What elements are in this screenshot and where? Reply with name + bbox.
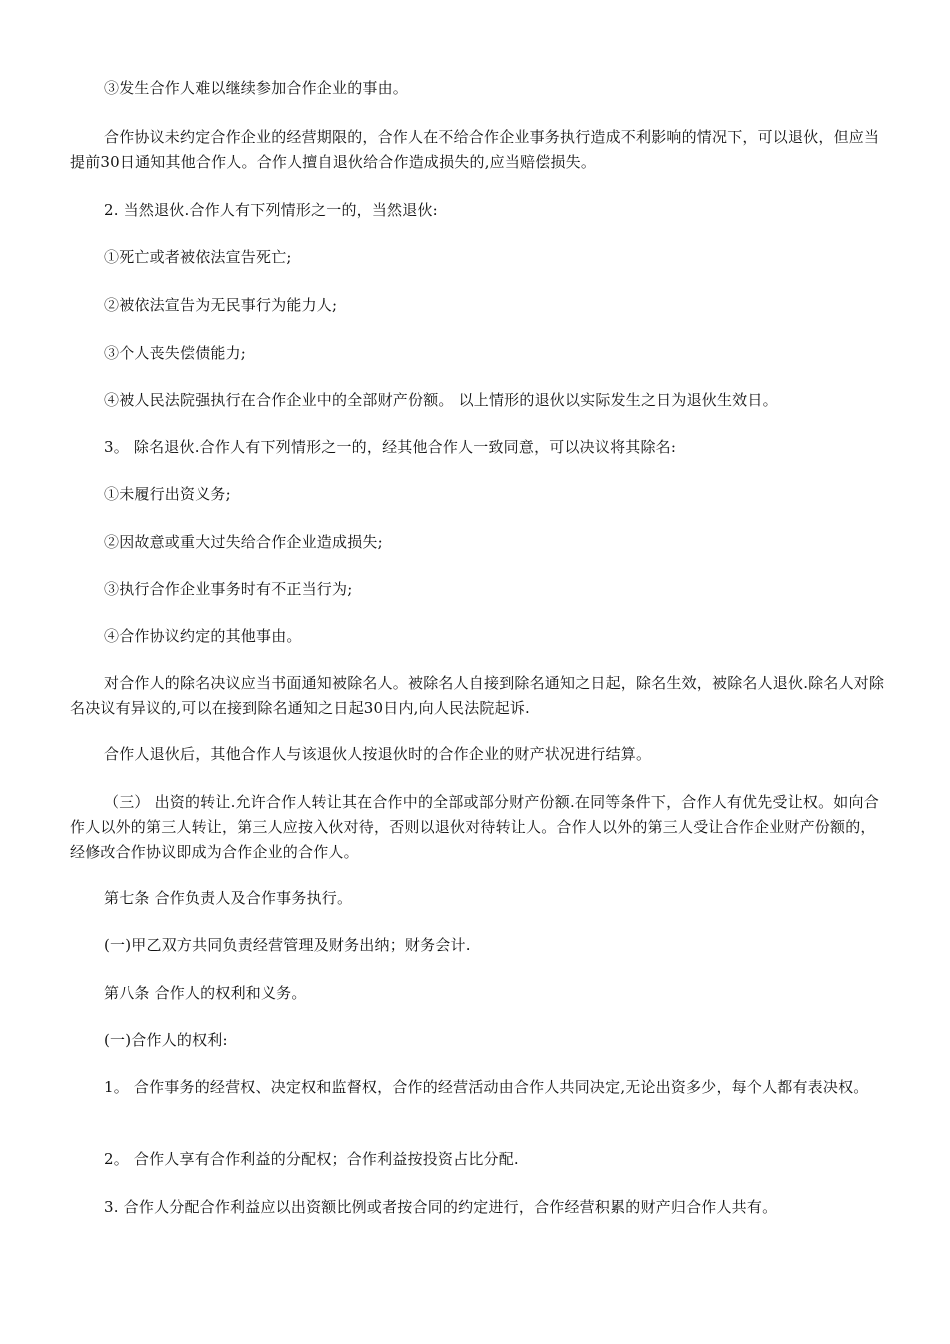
paragraph-settlement: 合作人退伙后，其他合作人与该退伙人按退伙时的合作企业的财产状况进行结算。 bbox=[104, 745, 652, 763]
list-item-death: ①死亡或者被依法宣告死亡; bbox=[104, 248, 292, 266]
paragraph-right-2: 2。 合作人享有合作利益的分配权；合作利益按投资占比分配. bbox=[104, 1150, 519, 1168]
section-heading-article-8: 第八条 合作人的权利和义务。 bbox=[104, 984, 307, 1002]
list-item-negligence: ②因故意或重大过失给合作企业造成损失; bbox=[104, 533, 383, 551]
subsection-heading-rights: (一)合作人的权利: bbox=[104, 1031, 228, 1049]
list-item-other-reasons: ④合作协议约定的其他事由。 bbox=[104, 627, 302, 645]
paragraph-expulsion: 3。 除名退伙.合作人有下列情形之一的，经其他合作人一致同意，可以决议将其除名: bbox=[104, 438, 677, 456]
list-item-misconduct: ③执行合作企业事务时有不正当行为; bbox=[104, 580, 353, 598]
paragraph-withdrawal-reason-3: ③发生合作人难以继续参加合作企业的事由。 bbox=[104, 79, 409, 97]
section-heading-article-7: 第七条 合作负责人及合作事务执行。 bbox=[104, 889, 353, 907]
list-item-no-capital: ①未履行出资义务; bbox=[104, 485, 231, 503]
paragraph-voluntary-withdrawal: 合作协议未约定合作企业的经营期限的，合作人在不给合作企业事务执行造成不利影响的情况下，可以退伙，但应当提前30日通知其他合作人。合作人擅自退伙给合作造成损失的,应当赔偿损失。 bbox=[70, 128, 880, 171]
list-item-incapacity: ②被依法宣告为无民事行为能力人; bbox=[104, 296, 338, 314]
list-item-enforcement: ④被人民法院强执行在合作企业中的全部财产份额。 以上情形的退伙以实际发生之日为退伙生效日。 bbox=[104, 391, 778, 409]
paragraph-expulsion-notice: 对合作人的除名决议应当书面通知被除名人。被除名人自接到除名通知之日起，除名生效，被除名人退伙.除名人对除名决议有异议的,可以在接到除名通知之日起30日内,向人民法院起诉. bbox=[70, 674, 885, 717]
list-item-insolvency: ③个人丧失偿债能力; bbox=[104, 344, 247, 362]
paragraph-joint-management: (一)甲乙双方共同负责经营管理及财务出纳；财务会计. bbox=[104, 936, 471, 954]
paragraph-right-3: 3. 合作人分配合作利益应以出资额比例或者按合同的约定进行，合作经营积累的财产归合作人共有。 bbox=[104, 1198, 778, 1216]
paragraph-capital-transfer: （三） 出资的转让.允许合作人转让其在合作中的全部或部分财产份额.在同等条件下，合作人有优先受让权。如向合作人以外的第三人转让，第三人应按入伙对待，否则以退伙对待转让人。合作人以外的第三人受让合作企业财产份额的，经修改合作协议即成为合作企业的合作人。 bbox=[70, 793, 879, 861]
paragraph-automatic-withdrawal: 2. 当然退伙.合作人有下列情形之一的，当然退伙: bbox=[104, 201, 438, 219]
paragraph-right-1: 1。 合作事务的经营权、决定权和监督权，合作的经营活动由合作人共同决定,无论出资多少，每个人都有表决权。 bbox=[104, 1078, 869, 1096]
